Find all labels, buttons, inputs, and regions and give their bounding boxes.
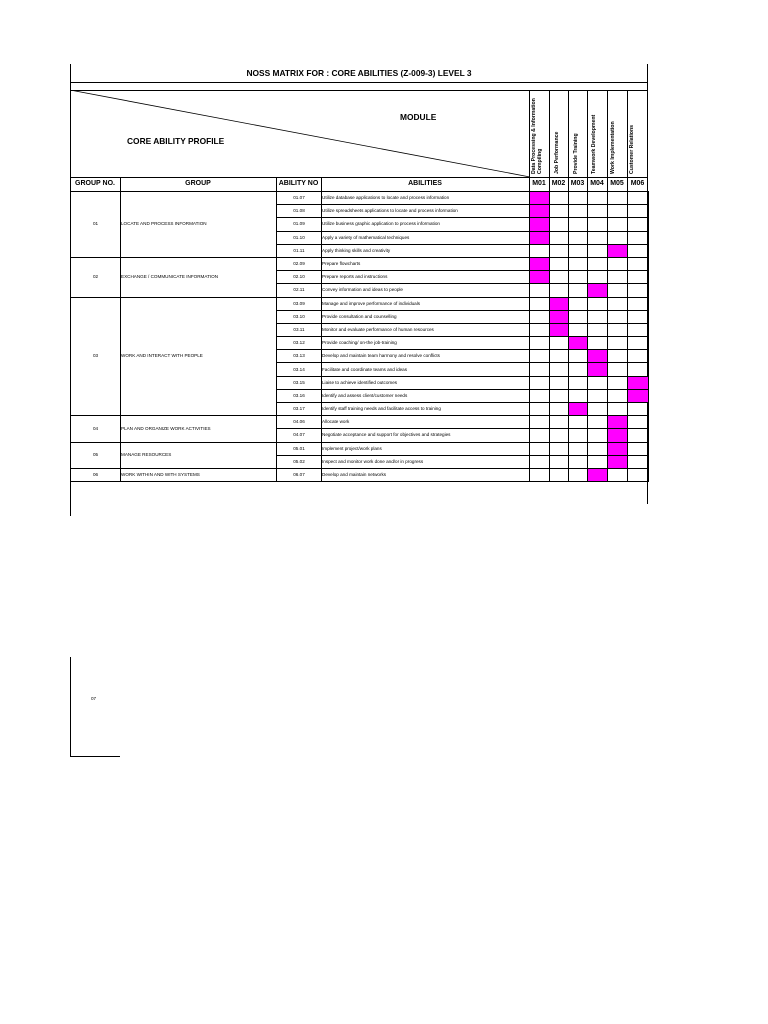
- module-cell-m04: [588, 205, 608, 218]
- module-cell-m01: [530, 271, 550, 284]
- table-row: [71, 297, 649, 310]
- module-cell-m05: [608, 429, 628, 442]
- module-header-divider: [549, 90, 550, 191]
- module-cell-m03: [569, 205, 588, 218]
- module-cell-m06: [628, 389, 649, 402]
- module-cell-m01: [530, 389, 550, 402]
- module-header-divider: [529, 90, 530, 191]
- ability-number: 03.09: [277, 297, 322, 310]
- module-cell-m01: [530, 416, 550, 429]
- group-number: 01: [71, 192, 121, 258]
- module-cell-m03: [569, 337, 588, 350]
- module-cell-m03: [569, 350, 588, 363]
- module-cell-m03: [569, 376, 588, 389]
- module-cell-m03: [569, 403, 588, 416]
- module-cell-m02: [550, 442, 569, 455]
- module-cell-m02: [550, 192, 569, 205]
- module-cell-m03: [569, 310, 588, 323]
- header-abilities: ABILITIES: [408, 180, 442, 187]
- header-group: GROUP: [185, 180, 211, 187]
- module-cell-m02: [550, 284, 569, 297]
- module-cell-m03: [569, 192, 588, 205]
- module-cell-m04: [588, 231, 608, 244]
- module-cell-m02: [550, 257, 569, 270]
- module-cell-m06: [628, 337, 649, 350]
- module-header-divider: [587, 90, 588, 191]
- ability-number: 02.10: [277, 271, 322, 284]
- ability-text: Utilize business graphic application to process information: [322, 218, 530, 231]
- header-m05: M05: [610, 180, 624, 187]
- module-cell-m06: [628, 350, 649, 363]
- module-cell-m04: [588, 416, 608, 429]
- module-cell-m03: [569, 244, 588, 257]
- module-cell-m06: [628, 284, 649, 297]
- group07-bottom-line: [70, 756, 120, 757]
- module-cell-m01: [530, 297, 550, 310]
- ability-text: Identify staff training needs and facilitate access to training: [322, 403, 530, 416]
- table-row: [71, 192, 649, 205]
- module-cell-m02: [550, 376, 569, 389]
- module-cell-m02: [550, 350, 569, 363]
- module-cell-m05: [608, 257, 628, 270]
- module-cell-m02: [550, 244, 569, 257]
- ability-number: 04.07: [277, 429, 322, 442]
- module-cell-m05: [608, 310, 628, 323]
- module-cell-m02: [550, 429, 569, 442]
- module-label: MODULE: [400, 112, 437, 122]
- module-m02-name: Job Performance: [554, 131, 560, 174]
- ability-number: 02.11: [277, 284, 322, 297]
- header-m06: M06: [630, 180, 645, 187]
- module-cell-m01: [530, 376, 550, 389]
- header-row-divider: [321, 177, 322, 191]
- frame-title-bottom: [70, 82, 648, 83]
- module-cell-m06: [628, 205, 649, 218]
- module-cell-m06: [628, 376, 649, 389]
- group-name: WORK AND INTERACT WITH PEOPLE: [121, 297, 277, 416]
- ability-number: 03.10: [277, 310, 322, 323]
- module-cell-m06: [628, 192, 649, 205]
- module-cell-m02: [550, 297, 569, 310]
- module-header-divider: [627, 90, 628, 191]
- module-cell-m01: [530, 323, 550, 336]
- module-cell-m04: [588, 192, 608, 205]
- module-cell-m05: [608, 389, 628, 402]
- group-name: PLAN AND ORGANIZE WORK ACTIVITIES: [121, 416, 277, 442]
- ability-number: 01.10: [277, 231, 322, 244]
- module-cell-m06: [628, 363, 649, 376]
- ability-text: Allocate work: [322, 416, 530, 429]
- module-cell-m03: [569, 323, 588, 336]
- module-cell-m04: [588, 376, 608, 389]
- group-name: EXCHANGE / COMMUNICATE INFORMATION: [121, 257, 277, 297]
- ability-number: 03.11: [277, 323, 322, 336]
- module-cell-m06: [628, 231, 649, 244]
- header-m04: M04: [590, 180, 604, 187]
- module-cell-m04: [588, 284, 608, 297]
- module-cell-m06: [628, 455, 649, 468]
- ability-number: 05.02: [277, 455, 322, 468]
- header-row-divider: [276, 177, 277, 191]
- module-m06-name: Customer Relations: [629, 124, 635, 174]
- core-ability-profile-label: CORE ABILITY PROFILE: [127, 136, 225, 146]
- ability-number: 03.16: [277, 389, 322, 402]
- ability-text: Facilitate and coordinate teams and ideas: [322, 363, 530, 376]
- ability-text: Provide consultation and counselling: [322, 310, 530, 323]
- module-cell-m01: [530, 205, 550, 218]
- module-cell-m06: [628, 257, 649, 270]
- ability-number: 01.09: [277, 218, 322, 231]
- module-cell-m04: [588, 455, 608, 468]
- group-name: WORK WITHIN AND WITH SYSTEMS: [121, 468, 277, 481]
- module-cell-m06: [628, 429, 649, 442]
- module-cell-m02: [550, 337, 569, 350]
- module-cell-m05: [608, 218, 628, 231]
- module-cell-m02: [550, 231, 569, 244]
- module-cell-m03: [569, 455, 588, 468]
- ability-number: 06.07: [277, 468, 322, 481]
- ability-text: Develop and maintain team harmony and resolve conflicts: [322, 350, 530, 363]
- module-cell-m03: [569, 442, 588, 455]
- ability-matrix-table: [70, 191, 649, 482]
- module-cell-m01: [530, 310, 550, 323]
- module-m01-name: Data Processing & Information Compiling: [531, 98, 543, 174]
- module-cell-m03: [569, 389, 588, 402]
- ability-number: 03.15: [277, 376, 322, 389]
- module-cell-m01: [530, 257, 550, 270]
- module-cell-m04: [588, 350, 608, 363]
- module-cell-m01: [530, 218, 550, 231]
- ability-text: Prepare reports and instructions: [322, 271, 530, 284]
- module-cell-m01: [530, 429, 550, 442]
- module-cell-m02: [550, 363, 569, 376]
- module-cell-m05: [608, 231, 628, 244]
- ability-number: 04.06: [277, 416, 322, 429]
- module-cell-m01: [530, 192, 550, 205]
- table-row: [71, 416, 649, 429]
- module-cell-m06: [628, 323, 649, 336]
- ability-number: 03.13: [277, 350, 322, 363]
- module-cell-m06: [628, 468, 649, 481]
- module-cell-m06: [628, 244, 649, 257]
- group-number: 02: [71, 257, 121, 297]
- ability-number: 01.07: [277, 192, 322, 205]
- module-cell-m05: [608, 403, 628, 416]
- module-cell-m03: [569, 284, 588, 297]
- module-cell-m02: [550, 271, 569, 284]
- module-cell-m01: [530, 244, 550, 257]
- module-cell-m04: [588, 429, 608, 442]
- header-m01: M01: [532, 180, 546, 187]
- module-cell-m04: [588, 218, 608, 231]
- module-cell-m04: [588, 389, 608, 402]
- ability-text: Monitor and evaluate performance of human resources: [322, 323, 530, 336]
- module-cell-m05: [608, 363, 628, 376]
- module-cell-m06: [628, 297, 649, 310]
- ability-text: Manage and improve performance of individuals: [322, 297, 530, 310]
- header-diagonal: [70, 90, 530, 178]
- module-cell-m04: [588, 337, 608, 350]
- module-cell-m05: [608, 205, 628, 218]
- table-row: [71, 257, 649, 270]
- module-cell-m06: [628, 403, 649, 416]
- module-cell-m03: [569, 468, 588, 481]
- module-cell-m06: [628, 271, 649, 284]
- module-cell-m04: [588, 363, 608, 376]
- module-cell-m03: [569, 231, 588, 244]
- module-cell-m01: [530, 284, 550, 297]
- module-cell-m06: [628, 442, 649, 455]
- module-cell-m03: [569, 363, 588, 376]
- module-cell-m01: [530, 468, 550, 481]
- module-cell-m01: [530, 442, 550, 455]
- module-cell-m05: [608, 376, 628, 389]
- ability-number: 01.08: [277, 205, 322, 218]
- ability-number: 03.17: [277, 403, 322, 416]
- module-cell-m01: [530, 231, 550, 244]
- module-cell-m01: [530, 403, 550, 416]
- module-cell-m02: [550, 323, 569, 336]
- module-cell-m05: [608, 350, 628, 363]
- module-cell-m01: [530, 337, 550, 350]
- table-row: [71, 442, 649, 455]
- module-cell-m05: [608, 455, 628, 468]
- header-row-divider: [120, 177, 121, 191]
- module-cell-m06: [628, 218, 649, 231]
- module-cell-m06: [628, 416, 649, 429]
- module-cell-m05: [608, 284, 628, 297]
- module-cell-m04: [588, 297, 608, 310]
- module-cell-m05: [608, 192, 628, 205]
- module-cell-m03: [569, 416, 588, 429]
- group-number: 06: [71, 468, 121, 481]
- module-cell-m02: [550, 389, 569, 402]
- table-row: [71, 468, 649, 481]
- module-cell-m05: [608, 337, 628, 350]
- header-m03: M03: [570, 180, 585, 187]
- group07-left-line: [70, 657, 71, 757]
- ability-text: Inspect and monitor work done and/or in progress: [322, 455, 530, 468]
- module-m03-name: Provide Training: [573, 133, 579, 174]
- ability-text: Apply a variety of mathematical techniques: [322, 231, 530, 244]
- module-cell-m04: [588, 468, 608, 481]
- module-cell-m02: [550, 416, 569, 429]
- group-name: MANAGE RESOURCES: [121, 442, 277, 468]
- module-cell-m03: [569, 218, 588, 231]
- group-07-number: 07: [91, 696, 97, 701]
- module-cell-m04: [588, 323, 608, 336]
- module-header-divider: [568, 90, 569, 191]
- module-cell-m02: [550, 310, 569, 323]
- module-cell-m01: [530, 350, 550, 363]
- module-cell-m05: [608, 416, 628, 429]
- ability-text: Utilize database applications to locate and process information: [322, 192, 530, 205]
- ability-text: Provide coaching/ on-the job-training: [322, 337, 530, 350]
- module-cell-m05: [608, 271, 628, 284]
- group-number: 04: [71, 416, 121, 442]
- ability-number: 05.01: [277, 442, 322, 455]
- group-name: LOCATE AND PROCESS INFORMATION: [121, 192, 277, 258]
- module-cell-m05: [608, 297, 628, 310]
- module-m05-name: Work Implementation: [610, 121, 616, 174]
- ability-text: Utilize spreadsheets applications to locate and process information: [322, 205, 530, 218]
- ability-text: Develop and maintain networks: [322, 468, 530, 481]
- module-cell-m02: [550, 205, 569, 218]
- module-header-divider: [607, 90, 608, 191]
- group-number: 05: [71, 442, 121, 468]
- page-title: NOSS MATRIX FOR : CORE ABILITIES (Z-009-3) LEVEL 3: [246, 68, 472, 78]
- module-cell-m03: [569, 297, 588, 310]
- module-cell-m03: [569, 429, 588, 442]
- module-cell-m03: [569, 271, 588, 284]
- ability-number: 03.14: [277, 363, 322, 376]
- module-cell-m05: [608, 468, 628, 481]
- module-cell-m05: [608, 244, 628, 257]
- module-cell-m04: [588, 244, 608, 257]
- module-cell-m06: [628, 310, 649, 323]
- module-cell-m04: [588, 310, 608, 323]
- ability-text: Liaise to achieve identified outcomes: [322, 376, 530, 389]
- header-group-no: GROUP NO.: [75, 180, 115, 187]
- module-cell-m05: [608, 323, 628, 336]
- module-cell-m04: [588, 257, 608, 270]
- ability-text: Identify and assess client/customer needs: [322, 389, 530, 402]
- module-cell-m01: [530, 363, 550, 376]
- module-cell-m04: [588, 442, 608, 455]
- module-cell-m01: [530, 455, 550, 468]
- ability-number: 03.12: [277, 337, 322, 350]
- ability-number: 02.09: [277, 257, 322, 270]
- module-cell-m02: [550, 218, 569, 231]
- group-number: 03: [71, 297, 121, 416]
- header-m02: M02: [551, 180, 566, 187]
- module-cell-m02: [550, 468, 569, 481]
- header-ability-no: ABILITY NO: [278, 180, 319, 187]
- ability-text: Negotiate acceptance and support for objectives and strategies: [322, 429, 530, 442]
- module-cell-m04: [588, 403, 608, 416]
- ability-text: Apply thinking skills and creativity: [322, 244, 530, 257]
- ability-number: 01.11: [277, 244, 322, 257]
- module-m04-name: Teamwork Development: [591, 114, 597, 174]
- module-cell-m03: [569, 257, 588, 270]
- ability-text: Convey information and ideas to people: [322, 284, 530, 297]
- module-cell-m02: [550, 403, 569, 416]
- ability-text: Prepare flowcharts: [322, 257, 530, 270]
- module-cell-m04: [588, 271, 608, 284]
- module-cell-m05: [608, 442, 628, 455]
- module-cell-m02: [550, 455, 569, 468]
- ability-text: Implement project/work plans: [322, 442, 530, 455]
